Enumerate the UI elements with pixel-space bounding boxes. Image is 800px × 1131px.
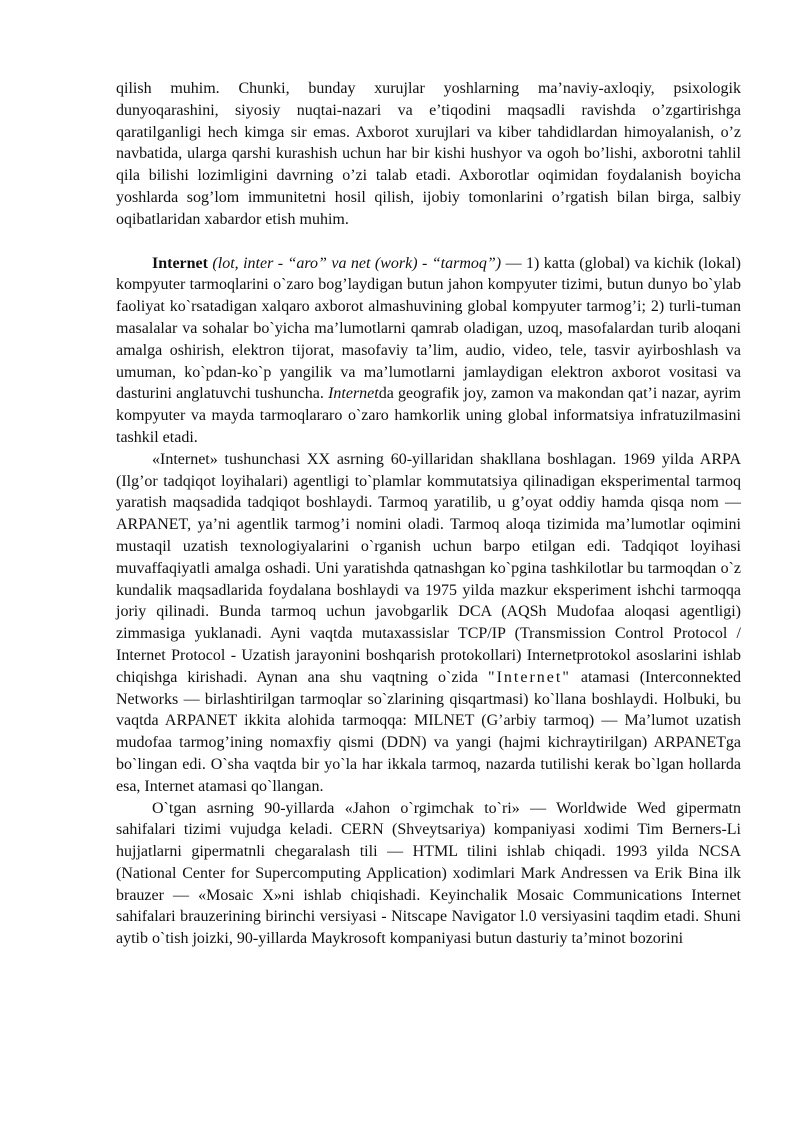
history-text-part2: atamasi (Interconnekted Networks — birlashtirilgan tarmoqlar so`zlarining qisqartmasi) ko`llana boshlaydi. Holbuki, bu vaqtda ARPANET ikkita alohida tarmoqqa: MILNET (G’arbiy tarmoq) — Ma’lumot uzatish mudofaa tarmog’ining nomaxfiy qismi (DDN) va yangi (hajmi kichraytirilgan) ARPANETga bo`lingan edi. O`sha vaqtda bir yo`la har ikkala tarmoq, nazarda tutilishi kerak bo`lgan hollarda esa, Internet atamasi qo`llangan. — [116, 668, 741, 795]
history-text-part1: «Internet» tushunchasi XX asrning 60-yillaridan shakllana boshlagan. 1969 yilda ARPA (Ilg’or tadqiqot loyihalari) agentligi to`plamlar kommutatsiya qilinadigan eksperimental tarmoq yaratish maqsadida tadqiqot boshlaydi. Tarmoq yaratilib, u g’oyat oddiy hamda qisqa nom — ARPANET, ya’ni agentlik tarmog’i nomini oladi. Tarmoq aloqa tizimida ma’lumotlar oqimini mustaqil uzatish texnologiyalarini o`rganish uchun barpo etilgan edi. Tadqiqot loyihasi muvaffaqiyatli amalga oshadi. Uni yaratishda qatnashgan ko`pgina tashkilotlar bu tarmoqdan o`z kundalik maqsadlarida foydalana boshlaydi va 1975 yilda mazkur eksperiment ishchi tarmoqqa joriy qilinadi. Bunda tarmoq uchun javobgarlik DCA (AQSh Mudofaa aloqasi agentligi) zimmasiga yuklanadi. Ayni vaqtda mutaxassislar TCP/IP (Transmission Control Protocol / Internet Protocol - Uzatish jarayonini boshqarish protokollari) Internetprotokol asoslarini ishlab chiqishga kirishadi. Aynan ana shu vaqtning o`zida — [116, 450, 741, 686]
history-paragraph — [116, 449, 741, 798]
nineties-paragraph: O`tgan asrning 90-yillarda «Jahon o`rgimchak to`ri» — Worldwide Wed gipermatn sahifalari tizimi vujudga keladi. CERN (Shveytsariya) kompaniyasi xodimi Tim Berners-Li hujjatlarni gipermatnli chegaralash tili — HTML tilini ishlab chiqadi. 1993 yilda NCSA (National Center for Supercomputing Application) xodimlari Mark Andressen va Erik Bina ilk brauzer — «Mosaic X»ni ishlab chiqishadi. Keyinchalik Mosaic Communications Internet sahifalari brauzerining birinchi versiyasi - Nitscape Navigator l.0 versiyasini taqdim etadi. Shuni aytib o`tish joizki, 90-yillarda Maykrosoft kompaniyasi butun dasturiy ta’minot bozorini — [116, 799, 741, 948]
document-page — [116, 78, 741, 950]
definition-text-part1: — 1) katta (global) va kichik (lokal) kompyuter tarmoqlarini o`zaro bog’laydigan butun jahon kompyuter tizimi, butun dunyo bo`ylab faoliyat ko`rsatadigan xalqaro axborot almashuvining global kompyuter tarmog’i; 2) turli-tuman masalalar va sohalar bo`yicha ma’lumotlarni qamrab oladigan, uzoq, masofalardan turib aloqani amalga oshirish, elektron tijorat, masofaviy ta’lim, audio, video, tele, tasvir ayirboshlash va umuman, ko`pdan-ko`p yangilik va ma’lumotlarni jamlaydigan elektron axborot vositasi va dasturini anglatuvchi tushuncha. — [116, 254, 742, 403]
intro-paragraph: qilish muhim. Chunki, bunday xurujlar yoshlarning ma’naviy-axloqiy, psixologik dunyoqarashini, siyosiy nuqtai-nazari va e’tiqodini maqsadli ravishda o’zgartirishga qaratilganligi hech kimga sir emas. Axborot xurujlari va kiber tahdidlardan himoyalanish, o’z navbatida, ularga qarshi kurashish uchun har bir kishi hushyor va ogoh bo’lishi, axborotni tahlil qila bilishi lozimligini davrning o’zi talab etadi. Axborotlar oqimidan foydalanish boyicha yoshlarda sog’lom immunitetni hosil qilish, ijobiy tomonlarini o’rgatish bilan birga, salbiy oqibatlaridan xabardor etish muhim. — [116, 80, 741, 228]
internet-definition-paragraph — [116, 253, 741, 449]
definition-italic-word: Internet — [328, 385, 379, 403]
definition-etymology: (lot, inter - “aro” va net (work) - “tarmoq”) — [207, 254, 502, 272]
definition-term: Internet — [152, 254, 208, 272]
internet-spaced-term: "Internet" — [488, 668, 571, 686]
definition-text-part2: da geografik joy, zamon va makondan qat’i nazar, ayrim kompyuter va mayda tarmoqlararo o`zaro hamkorlik uning global informatsiya infratuzilmasini tashkil etadi. — [116, 385, 742, 446]
